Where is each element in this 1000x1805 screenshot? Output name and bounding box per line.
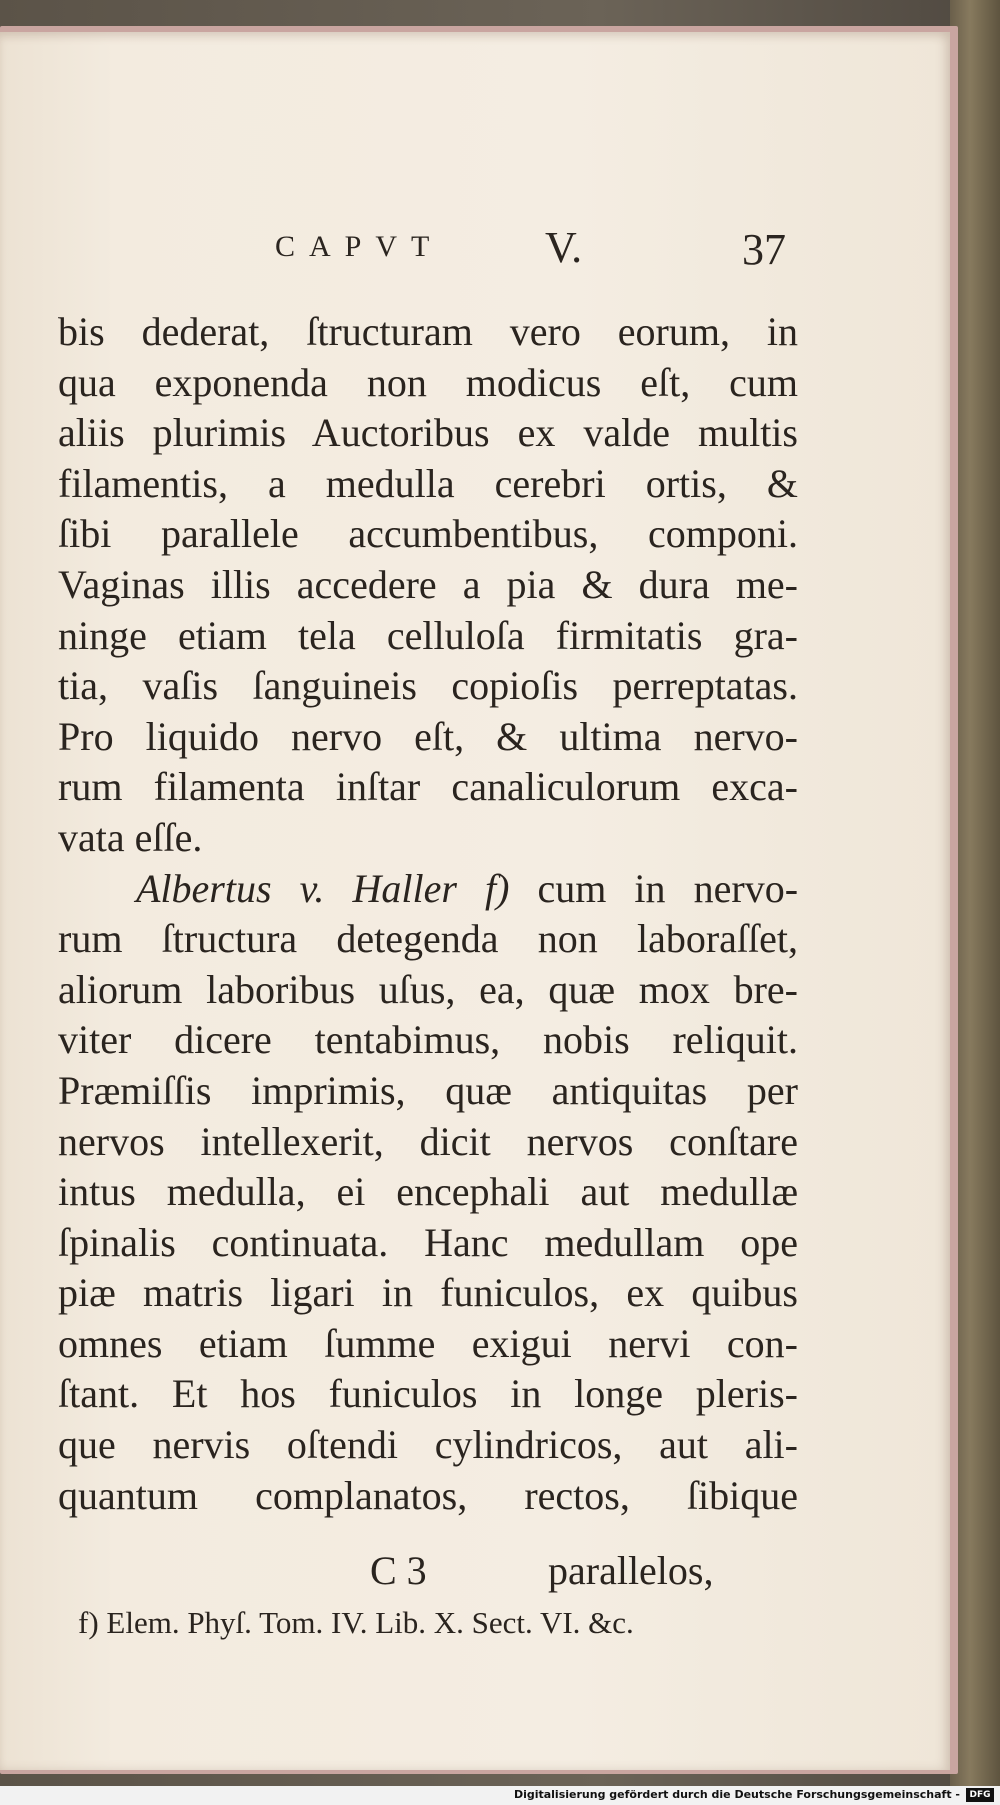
text-line: que nervis oſtendi cylindricos, aut ali-	[58, 1422, 798, 1468]
text-line: ſibi parallele accumbentibus, componi.	[58, 511, 798, 557]
catchword: parallelos,	[548, 1548, 714, 1593]
text-line: ninge etiam tela celluloſa firmitatis gra-	[58, 612, 798, 658]
signature-mark: C 3	[370, 1548, 427, 1593]
text-line: ſpinalis continuata. Hanc medullam ope	[58, 1219, 798, 1265]
text-line: quantum complanatos, rectos, ſibique	[58, 1472, 798, 1518]
text-line: viter dicere tentabimus, nobis reliquit.	[58, 1017, 798, 1063]
text-line: Vaginas illis accedere a pia & dura me-	[58, 561, 798, 607]
text-line: piæ matris ligari in funiculos, ex quibus	[58, 1270, 798, 1316]
text-line: tia, vaſis ſanguineis copioſis perreptatas.	[58, 663, 798, 709]
text-line: rum filamenta inſtar canaliculorum exca-	[58, 764, 798, 810]
text-line: ſtant. Et hos funiculos in longe pleris-	[58, 1371, 798, 1417]
text-line: intus medulla, ei encephali aut medullæ	[58, 1169, 798, 1215]
text-line: vata eſſe.	[58, 814, 203, 860]
text-line: Pro liquido nervo eſt, & ultima nervo-	[58, 713, 798, 759]
text-line: bis dederat, ſtructuram vero eorum, in	[58, 309, 798, 354]
text-line: qua exponenda non modicus eſt, cum	[58, 359, 798, 405]
text-line: aliis plurimis Auctoribus ex valde multis	[58, 410, 798, 456]
text-line-paragraph-start: Albertus v. Haller f) cum in nervo-	[136, 865, 798, 911]
text-line: omnes etiam ſumme exigui nervi con-	[58, 1320, 798, 1366]
page-number: 37	[742, 225, 786, 274]
running-header	[0, 222, 950, 282]
author-name: Albertus v. Haller f)	[136, 865, 510, 911]
footnote: f) Elem. Phyſ. Tom. IV. Lib. X. Sect. VI. &c.	[78, 1605, 634, 1640]
running-title: CAPVT	[275, 230, 444, 263]
text-line: rum ſtructura detegenda non laboraſſet,	[58, 916, 798, 962]
body-text	[58, 307, 798, 1521]
text-line: Præmiſſis imprimis, quæ antiquitas per	[58, 1067, 798, 1113]
catchline	[0, 1547, 950, 1599]
digitization-credit: Digitalisierung gefördert durch die Deutsche Forschungsgemeinschaft -	[513, 1788, 960, 1801]
text-line: nervos intellexerit, dicit nervos conſtare	[58, 1118, 798, 1164]
dfg-logo: DFG	[966, 1788, 994, 1802]
text-line: aliorum laboribus uſus, ea, quæ mox bre-	[58, 966, 798, 1012]
book-page	[0, 32, 950, 1770]
text-line: filamentis, a medulla cerebri ortis, &	[58, 460, 798, 506]
chapter-number: V.	[545, 223, 583, 272]
